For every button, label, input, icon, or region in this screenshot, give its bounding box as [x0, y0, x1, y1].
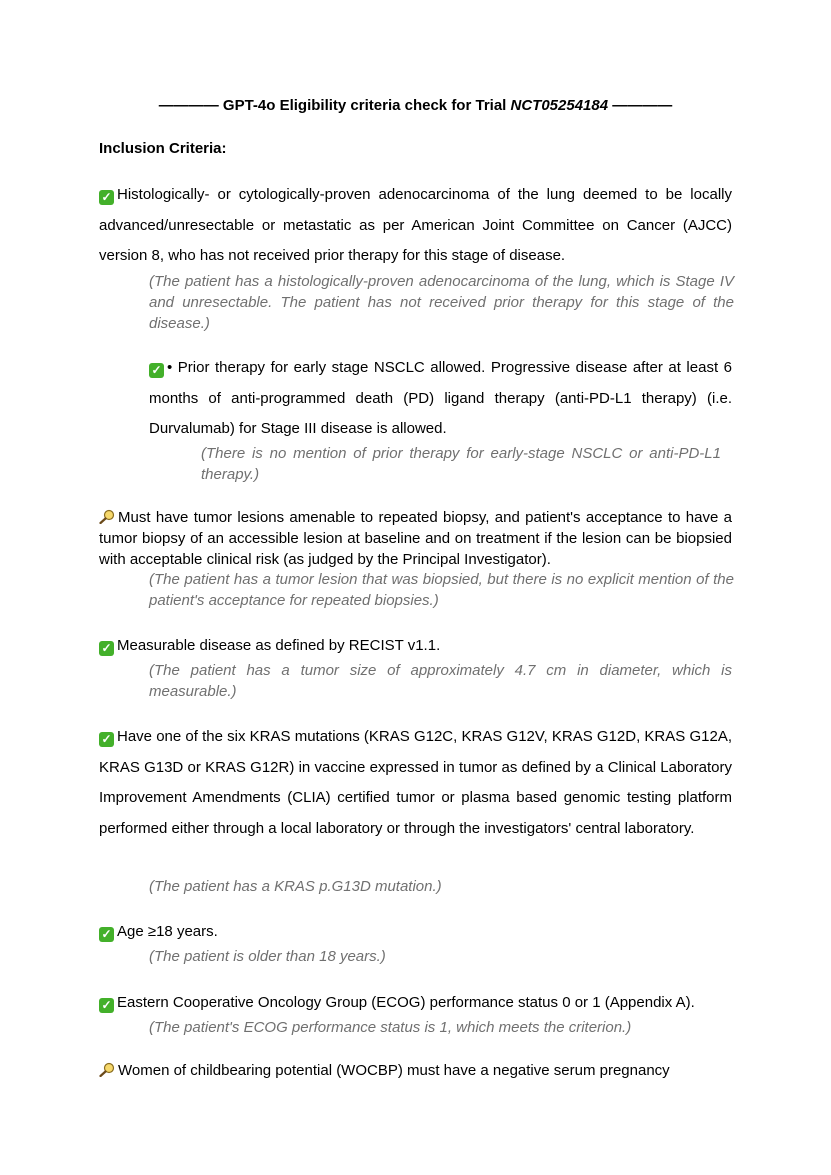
page-title: ———— GPT-4o Eligibility criteria check for Trial NCT05254184 ———— — [158, 97, 673, 114]
criterion-text: Women of childbearing potential (WOCBP) must have a negative serum pregnancy — [118, 1062, 670, 1079]
check-mark-icon: ✓ — [99, 998, 114, 1013]
criterion-item — [149, 353, 732, 445]
criterion-item — [99, 635, 732, 656]
criterion-text: Have one of the six KRAS mutations (KRAS G12C, KRAS G12V, KRAS G12D, KRAS G12A, KRAS G13D or KRAS G12R) in vaccine expressed in tumor as defined by a Clinical Laboratory Improvement Amendments (CLIA) certified tumor or plasma based genomic testing platform performed either through a local laboratory or through the investigators' central laboratory. — [99, 728, 732, 837]
check-mark-icon: ✓ — [149, 363, 164, 378]
criterion-text: Eastern Cooperative Oncology Group (ECOG) performance status 0 or 1 (Appendix A). — [117, 994, 695, 1011]
check-mark-icon: ✓ — [99, 190, 114, 205]
criterion-note: (There is no mention of prior therapy for early-stage NSCLC or anti-PD-L1 therapy.) — [201, 445, 721, 483]
criterion-item — [99, 507, 732, 570]
criterion-note: (The patient has a KRAS p.G13D mutation.) — [149, 878, 442, 895]
criterion-text: Histologically- or cytologically-proven adenocarcinoma of the lung deemed to be locally advanced/unresectable or metastatic as per American Joint Committee on Cancer (AJCC) version 8, who has not received prior therapy for this stage of disease. — [99, 186, 732, 264]
criterion-text: Measurable disease as defined by RECIST v1.1. — [117, 637, 441, 654]
criterion-note: (The patient is older than 18 years.) — [149, 948, 386, 965]
criterion-item — [99, 921, 732, 942]
criterion-item — [99, 180, 732, 272]
magnifier-icon — [99, 1062, 116, 1077]
criterion-text: Must have tumor lesions amenable to repeated biopsy, and patient's acceptance to have a tumor biopsy of an accessible lesion at baseline and on treatment if the lesion can be biopsied with acceptable clinical risk (as judged by the Principal Investigator). — [99, 509, 732, 568]
check-mark-icon: ✓ — [99, 927, 114, 942]
magnifier-icon — [99, 509, 116, 524]
check-mark-icon: ✓ — [99, 641, 114, 656]
criterion-note: (The patient has a histologically-proven adenocarcinoma of the lung, which is Stage IV and unresectable. The patient has not received prior therapy for this stage of the disease.) — [149, 273, 734, 332]
criterion-note: (The patient's ECOG performance status is 1, which meets the criterion.) — [149, 1019, 632, 1036]
criterion-item — [99, 722, 732, 844]
criterion-text: • Prior therapy for early stage NSCLC allowed. Progressive disease after at least 6 months of anti-programmed death (PD) ligand therapy (anti-PD-L1 therapy) (i.e. Durvalumab) for Stage III disease is allowed. — [149, 359, 732, 437]
criterion-note: (The patient has a tumor size of approximately 4.7 cm in diameter, which is measurable.) — [149, 662, 732, 700]
criterion-item — [99, 1060, 732, 1081]
section-heading: Inclusion Criteria: — [99, 140, 227, 157]
check-mark-icon: ✓ — [99, 732, 114, 747]
criterion-note: (The patient has a tumor lesion that was biopsied, but there is no explicit mention of the patient's acceptance for repeated biopsies.) — [149, 571, 734, 609]
criterion-item — [99, 992, 732, 1013]
trial-id: NCT05254184 — [510, 97, 609, 114]
criterion-text: Age ≥18 years. — [117, 923, 218, 940]
